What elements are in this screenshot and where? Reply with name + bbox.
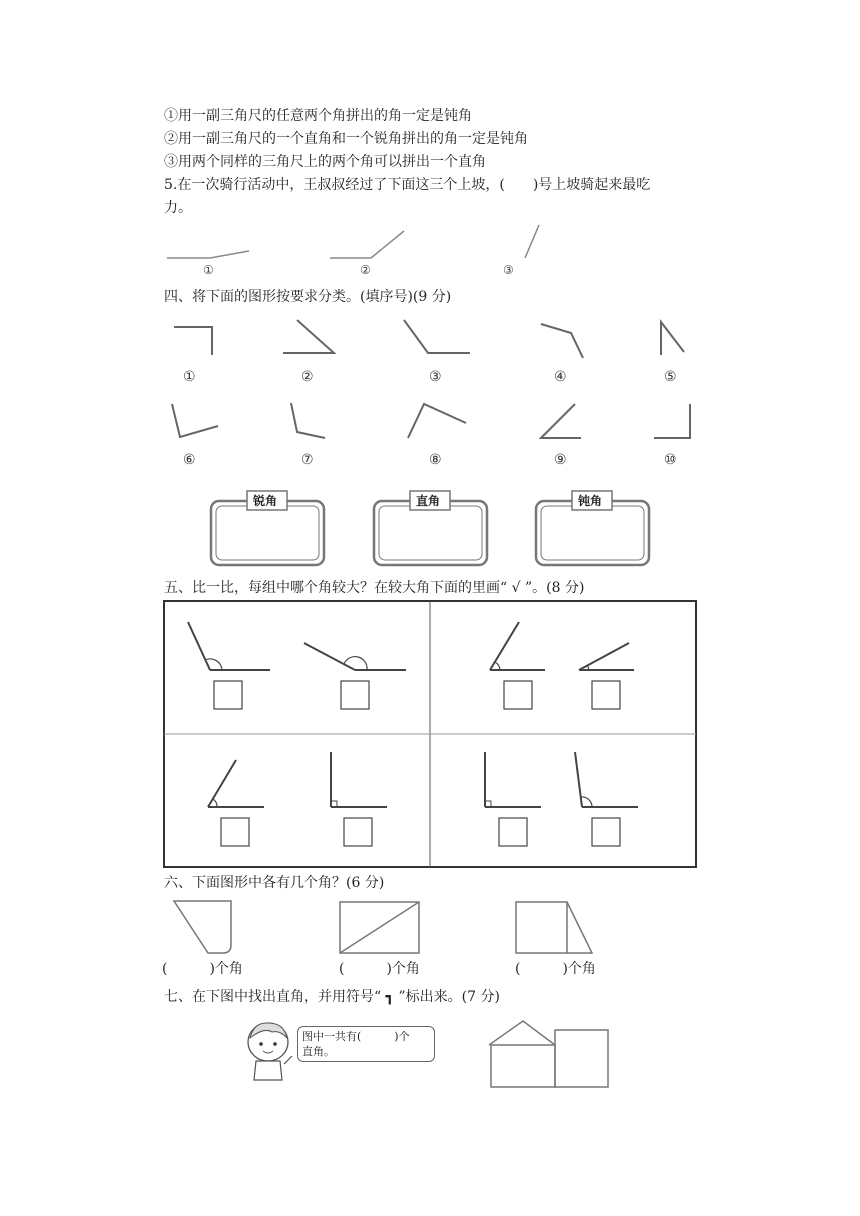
house-figure [480, 1015, 620, 1095]
slope-3-label: ③ [503, 263, 514, 277]
angle-number-7: ⑦ [301, 452, 314, 468]
shape-square-with-triangle [516, 902, 592, 953]
shape-figures [0, 895, 860, 965]
angle-figure-6 [172, 404, 218, 468]
speech-bubble [297, 1026, 435, 1062]
answer-box[interactable] [341, 681, 369, 709]
angle-number-5: ⑤ [664, 369, 677, 385]
answer-box[interactable] [592, 818, 620, 846]
section5-title: 五、比一比，每组中哪个角较大？在较大角下面的里画“ √ ”。(8 分) [164, 580, 585, 596]
angle-number-6: ⑥ [183, 452, 196, 468]
q5-question-cont: 力。 [164, 200, 192, 216]
angle-figure-7 [291, 403, 325, 468]
compare-group-1 [188, 622, 406, 709]
angle-figure-1 [174, 327, 212, 385]
slope-2-label: ② [360, 263, 371, 277]
answer-box[interactable] [221, 818, 249, 846]
angle-figure-8 [408, 404, 466, 468]
angle-figures [0, 315, 860, 475]
answer-box[interactable] [344, 818, 372, 846]
slope-1-label: ① [203, 263, 214, 277]
compare-group-4 [485, 752, 638, 846]
angle-number-2: ② [301, 369, 314, 385]
angle-figure-5 [661, 322, 684, 385]
section7-title: 七、在下图中找出直角，并用符号“ ┓ ”标出来。(7 分) [164, 989, 500, 1005]
angle-number-1: ① [183, 369, 196, 385]
category-frames [0, 485, 860, 575]
angle-figure-9 [541, 404, 581, 468]
shape-trapezoid [174, 901, 231, 953]
bubble-line-1: 图中一共有( )个 [302, 1030, 410, 1043]
section6-title: 六、下面图形中各有几个角？(6 分) [164, 875, 385, 891]
shape-answer-2[interactable]: ( )个角 [339, 961, 420, 977]
q4-option-3: ③用两个同样的三角尺上的两个角可以拼出一个直角 [164, 154, 486, 170]
q5-question: 5.在一次骑行活动中，王叔叔经过了下面这三个上坡，( )号上坡骑起来最吃 [164, 177, 651, 193]
angle-number-4: ④ [554, 369, 567, 385]
angle-number-9: ⑨ [554, 452, 567, 468]
angle-number-8: ⑧ [429, 452, 442, 468]
compare-group-2 [490, 622, 634, 709]
answer-box[interactable] [504, 681, 532, 709]
answer-box[interactable] [214, 681, 242, 709]
slope-1 [167, 251, 249, 277]
shape-answer-1[interactable]: ( )个角 [162, 961, 243, 977]
category-frame-right[interactable] [374, 491, 487, 565]
section4-title: 四、将下面的图形按要求分类。(填序号)(9 分) [164, 289, 452, 305]
category-frame-acute[interactable] [211, 491, 324, 565]
category-label-right: 直角 [416, 494, 441, 508]
angle-figure-3 [404, 320, 470, 385]
angle-figure-10 [654, 404, 690, 468]
angle-number-10: ⑩ [664, 452, 677, 468]
answer-box[interactable] [499, 818, 527, 846]
bubble-line-2: 直角。 [302, 1045, 335, 1058]
category-label-obtuse: 钝角 [578, 494, 603, 508]
q4-option-2: ②用一副三角尺的一个直角和一个锐角拼出的角一定是钝角 [164, 131, 528, 147]
angle-figure-2 [283, 320, 334, 385]
category-frame-obtuse[interactable] [536, 491, 649, 565]
angle-figure-4 [541, 324, 583, 385]
category-label-acute: 锐角 [253, 494, 278, 508]
compare-group-3 [208, 752, 387, 846]
angle-number-3: ③ [429, 369, 442, 385]
shape-rectangle-with-diagonal [340, 902, 419, 953]
compare-angles-table [0, 600, 860, 880]
answer-box[interactable] [592, 681, 620, 709]
slope-3 [503, 225, 539, 277]
shape-answer-3[interactable]: ( )个角 [515, 961, 596, 977]
slope-2 [330, 231, 404, 277]
q4-option-1: ①用一副三角尺的任意两个角拼出的角一定是钝角 [164, 108, 472, 124]
